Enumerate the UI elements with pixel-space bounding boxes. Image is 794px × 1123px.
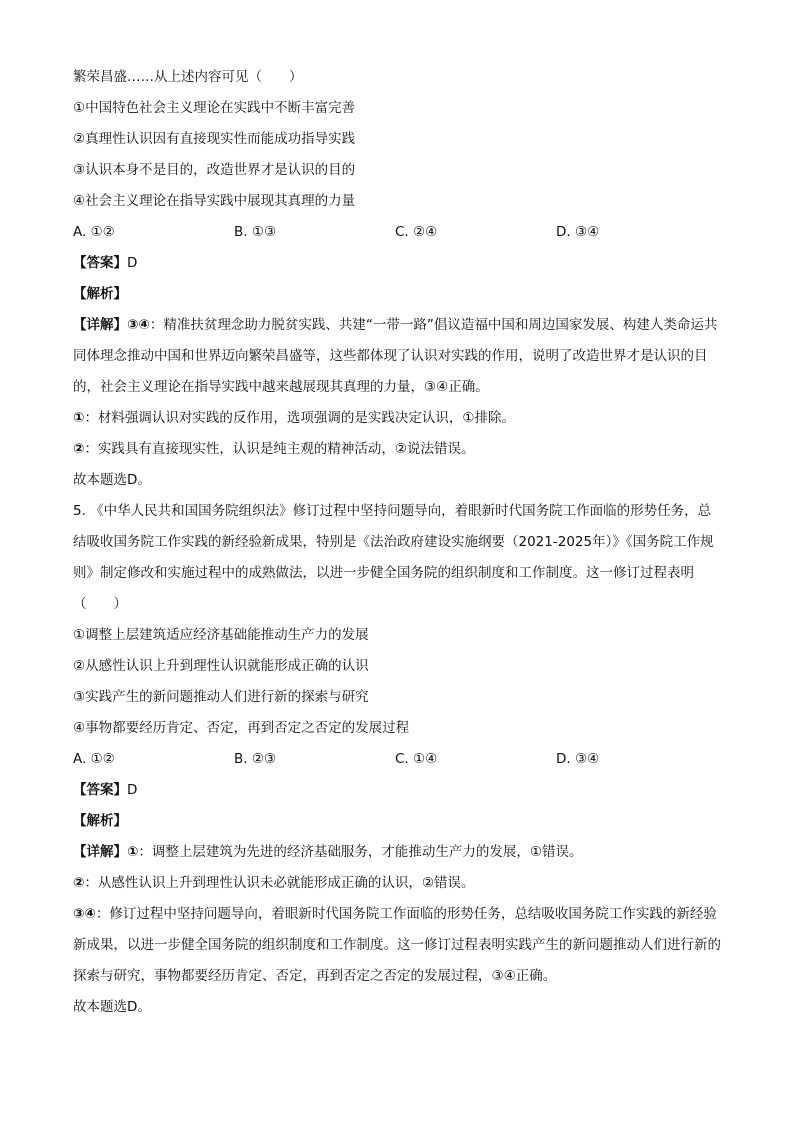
q4-item-1: ①中国特色社会主义理论在实践中不断丰富完善 — [73, 100, 356, 116]
q5-detail-tag: 【详解】 — [73, 844, 127, 860]
q5-answer-value: D — [127, 782, 138, 798]
q5-item-1: ①调整上层建筑适应经济基础能推动生产力的发展 — [73, 627, 369, 643]
q5-option-d: D. ③④ — [556, 751, 600, 767]
q4-conclusion: 故本题选D。 — [73, 472, 151, 488]
q5-option-c: C. ①④ — [395, 751, 438, 767]
q4-item-3: ③认识本身不是目的，改造世界才是认识的目的 — [73, 162, 356, 178]
q5-option-b: B. ②③ — [234, 751, 277, 767]
q4-answer — [73, 248, 723, 279]
q5-item-4: ④事物都要经历肯定、否定，再到否定之否定的发展过程 — [73, 720, 410, 736]
q5-item-2: ②从感性认识上升到理性认识就能形成正确的认识 — [73, 658, 369, 674]
q4-stem-tail: 繁荣昌盛……从上述内容可见（ ） — [73, 69, 303, 85]
q4-detail-2: ①：材料强调认识对实践的反作用，选项强调的是实践决定认识，①排除。 — [73, 410, 516, 426]
q5-options — [73, 744, 723, 775]
q5-item-3: ③实践产生的新问题推动人们进行新的探索与研究 — [73, 689, 369, 705]
q5-detail-2: ②：从感性认识上升到理性认识未必就能形成正确的认识，②错误。 — [73, 875, 475, 891]
q4-analysis-tag: 【解析】 — [73, 286, 127, 302]
q4-answer-tag: 【答案】 — [73, 255, 127, 271]
q5-answer-tag: 【答案】 — [73, 782, 127, 798]
q5-stem: 5. 《中华人民共和国国务院组织法》修订过程中坚持问题导向，着眼新时代国务院工作面临的形势任务，总结吸收国务院工作实践的新经验新成果，特别是《法治政府建设实施纲要（2021-2025年）》《国务院工作规则》制定修改和实施过程中的成熟做法，以进一步健全国务院的组织制度和工作制度。这一修订过程表明（ ） — [73, 503, 714, 612]
q4-detail-1: 【详解】③④：精准扶贫理念助力脱贫实践、共建“一带一路”倡议造福中国和周边国家发展、构建人类命运共同体理念推动中国和世界迈向繁荣昌盛等，这些都体现了认识对实践的作用，说明了改造世界才是认识的目的，社会主义理论在指导实践中越来越展现其真理的力量，③④正确。 — [73, 317, 718, 395]
q4-detail-3: ②：实践具有直接现实性，认识是纯主观的精神活动，②说法错误。 — [73, 441, 475, 457]
q5-analysis-tag: 【解析】 — [73, 813, 127, 829]
q4-option-c: C. ②④ — [395, 224, 438, 240]
document-page — [73, 62, 723, 1023]
q4-options — [73, 217, 723, 248]
q5-answer — [73, 775, 723, 806]
q4-item-2: ②真理性认识因有直接现实性而能成功指导实践 — [73, 131, 356, 147]
q5-detail-3: ③④：修订过程中坚持问题导向，着眼新时代国务院工作面临的形势任务，总结吸收国务院工作实践的新经验新成果，以进一步健全国务院的组织制度和工作制度。这一修订过程表明实践产生的新问题推动人们进行新的探索与研究，事物都要经历肯定、否定，再到否定之否定的发展过程，③④正确。 — [73, 906, 721, 984]
q4-answer-value: D — [127, 255, 138, 271]
q4-item-4: ④社会主义理论在指导实践中展现其真理的力量 — [73, 193, 356, 209]
q5-option-a: A. ①② — [73, 751, 115, 767]
q4-option-d: D. ③④ — [556, 224, 600, 240]
q5-conclusion: 故本题选D。 — [73, 999, 151, 1015]
q5-detail-1: 【详解】①：调整上层建筑为先进的经济基础服务，才能推动生产力的发展，①错误。 — [73, 844, 583, 860]
q4-option-a: A. ①② — [73, 224, 115, 240]
q4-detail-tag: 【详解】 — [73, 317, 127, 333]
q4-option-b: B. ①③ — [234, 224, 277, 240]
